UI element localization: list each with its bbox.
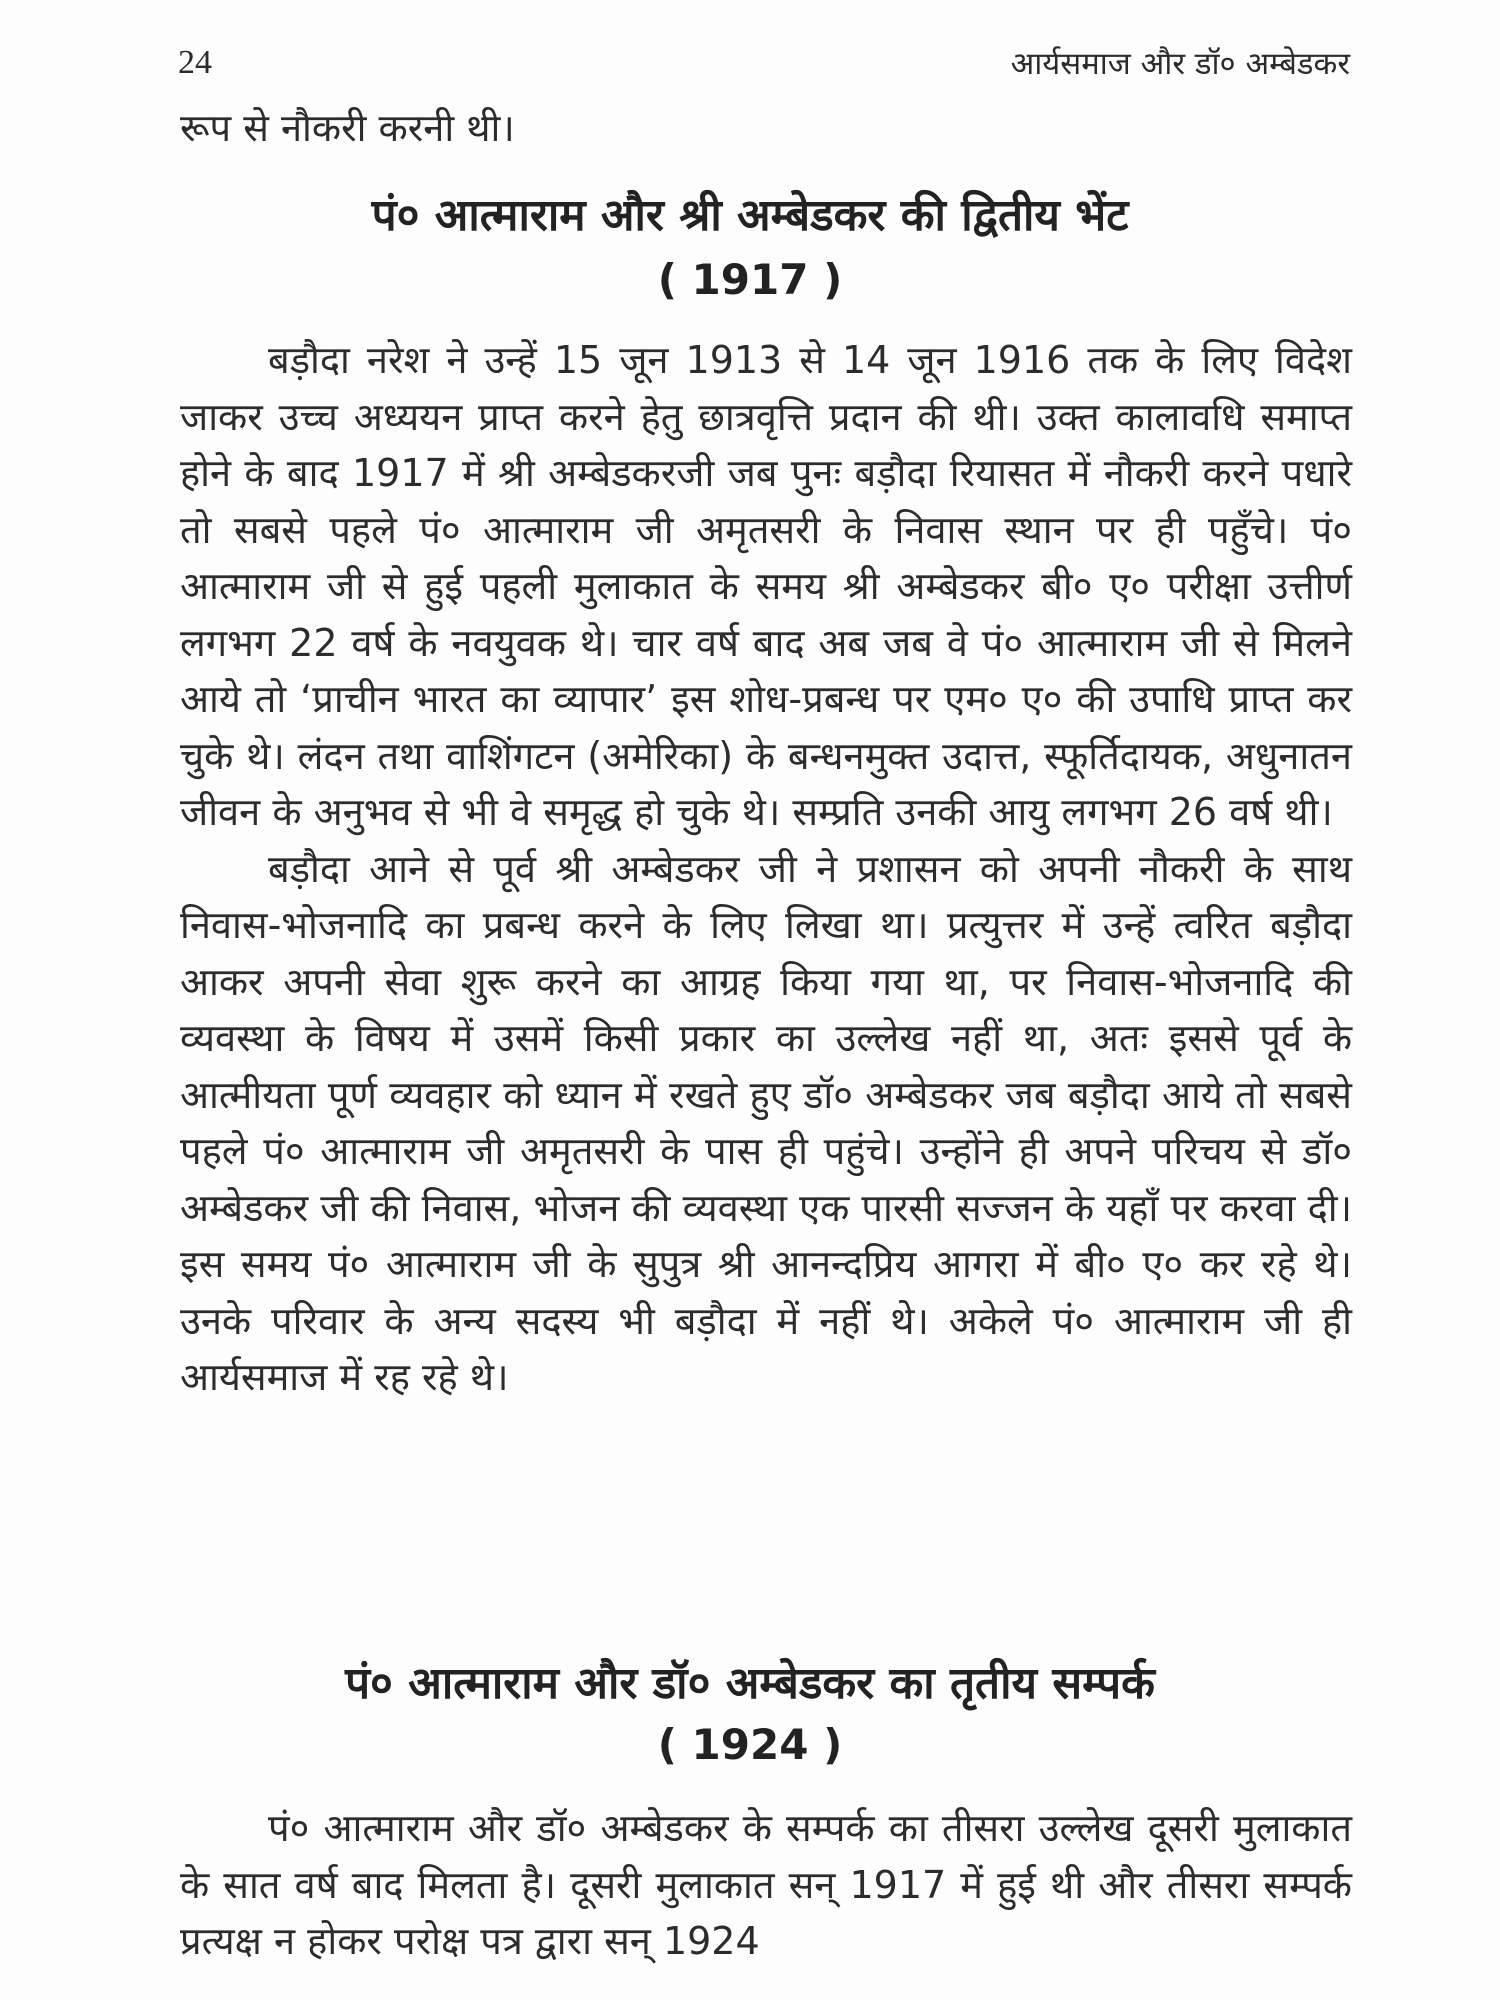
section-year-1917: ( 1917 ) bbox=[657, 255, 843, 304]
section-heading-second-meeting: पं० आत्माराम और श्री अम्बेडकर की द्वितीय भेंट bbox=[371, 190, 1129, 241]
section-year-1924: ( 1924 ) bbox=[657, 1720, 843, 1769]
section1-body bbox=[180, 332, 1352, 1406]
intro-line: रूप से नौकरी करनी थी। bbox=[180, 106, 515, 150]
paragraph: बड़ौदा आने से पूर्व श्री अम्बेडकर जी ने प्रशासन को अपनी नौकरी के साथ निवास-भोजनादि का प्रबन्ध करने के लिए लिखा था। प्रत्युत्तर में उन्हें त्वरित बड़ौदा आकर अपनी सेवा शुरू करने का आग्रह किया गया था, पर निवास-भोजनादि की व्यवस्था के विषय में उसमें किसी प्रकार का उल्लेख नहीं था, अतः इससे पूर्व के आत्मीयता पूर्ण व्यवहार को ध्यान में रखते हुए डॉ० अम्बेडकर जब बड़ौदा आये तो सबसे पहले पं० आत्माराम जी अमृतसरी के पास ही पहुंचे। उन्होंने ही अपने परिचय से डॉ० अम्बेडकर जी की निवास, भोजन की व्यवस्था एक पारसी सज्जन के यहाँ पर करवा दी। इस समय पं० आत्माराम जी के सुपुत्र श्री आनन्दप्रिय आगरा में बी० ए० कर रहे थे। उनके परिवार के अन्य सदस्य भी बड़ौदा में नहीं थे। अकेले पं० आत्माराम जी ही आर्यसमाज में रह रहे थे। bbox=[180, 846, 1352, 1399]
section-heading-third-contact: पं० आत्माराम और डॉ० अम्बेडकर का तृतीय सम्पर्क bbox=[345, 1658, 1155, 1709]
page-number: 24 bbox=[178, 44, 212, 81]
running-header-title: आर्यसमाज और डॉ० अम्बेडकर bbox=[1010, 46, 1350, 82]
paragraph: पं० आत्माराम और डॉ० अम्बेडकर के सम्पर्क का तीसरा उल्लेख दूसरी मुलाकात के सात वर्ष बाद मिलता है। दूसरी मुलाकात सन् 1917 में हुई थी और तीसरा सम्पर्क प्रत्यक्ष न होकर परोक्ष पत्र द्वारा सन् 1924 bbox=[180, 1806, 1352, 1963]
section2-body bbox=[180, 1800, 1352, 1970]
paragraph: बड़ौदा नरेश ने उन्हें 15 जून 1913 से 14 जून 1916 तक के लिए विदेश जाकर उच्च अध्ययन प्राप्त करने हेतु छात्रवृत्ति प्रदान की थी। उक्त कालावधि समाप्त होने के बाद 1917 में श्री अम्बेडकरजी जब पुनः बड़ौदा रियासत में नौकरी करने पधारे तो सबसे पहले पं० आत्माराम जी अमृतसरी के निवास स्थान पर ही पहुँचे। पं० आत्माराम जी से हुई पहली मुलाकात के समय श्री अम्बेडकर बी० ए० परीक्षा उत्तीर्ण लगभग 22 वर्ष के नवयुवक थे। चार वर्ष बाद अब जब वे पं० आत्माराम जी से मिलने आये तो ‘प्राचीन भारत का व्यापार’ इस शोध-प्रबन्ध पर एम० ए० की उपाधि प्राप्त कर चुके थे। लंदन तथा वाशिंगटन (अमेरिका) के बन्धनमुक्त उदात्त, स्फूर्तिदायक, अधुनातन जीवन के अनुभव से भी वे समृद्ध हो चुके थे। सम्प्रति उनकी आयु लगभग 26 वर्ष थी। bbox=[180, 338, 1352, 834]
